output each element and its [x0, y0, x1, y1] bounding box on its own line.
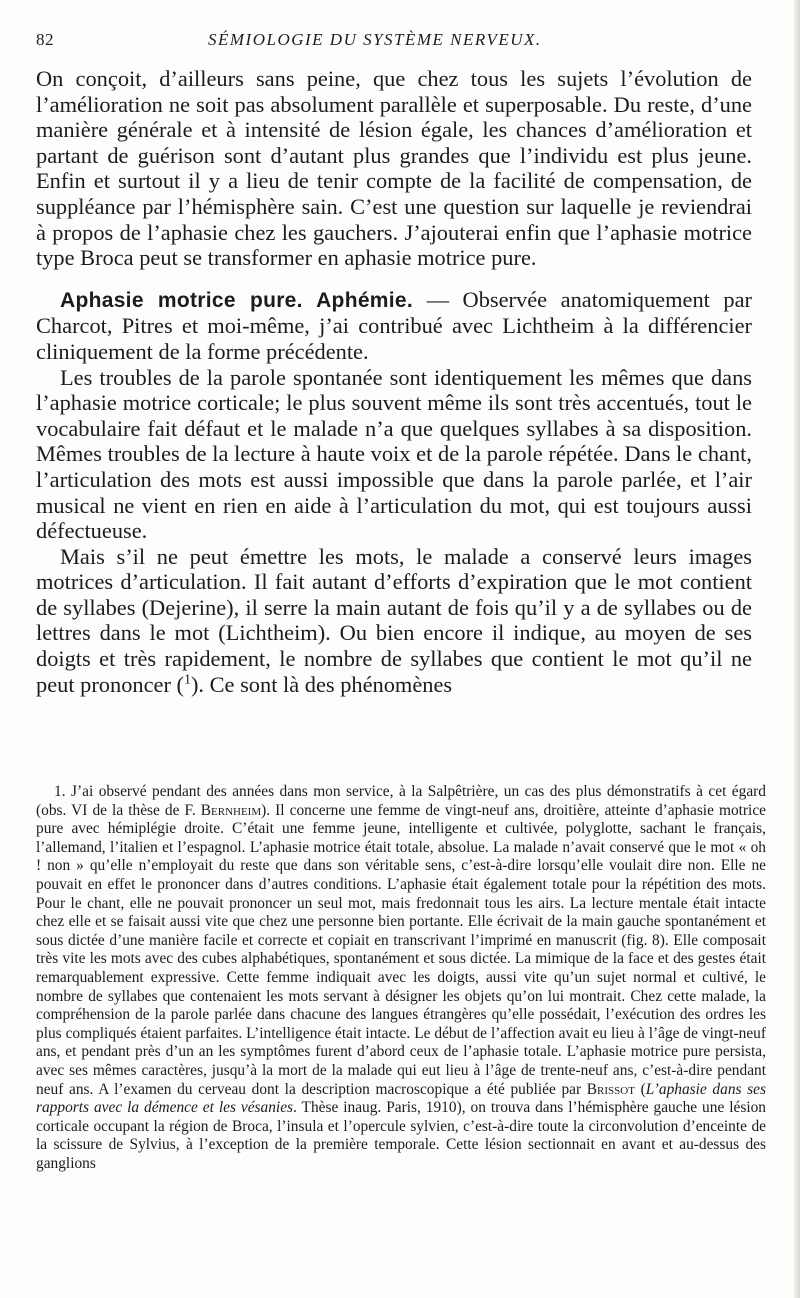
footnote-text-4: . Thèse inaug. Paris, 1910), on trouva dans l’hémisphère gauche une lésion corticale occupant la région de Broca, l’insula et l’opercule sylvien, c’est-à-dire toute la circonvolution d’enceinte de la scissure de Sylvius, à l’exception de la première temporale. Cette lésion sectionnait en avant et au-dessus des ganglions	[36, 1099, 766, 1172]
footnote-author-2: Brissot	[586, 1080, 635, 1098]
section-text: — Observée anatomiquement par Charcot, Pitres et moi-même, j’ai contribué avec Lichtheim à la différencier cliniquement de la forme précédente.	[36, 286, 753, 364]
paragraph-3: Les troubles de la parole spontanée sont identiquement les mêmes que dans l’aphasie motrice corticale; le plus souvent même ils sont très accentués, tout le vocabulaire fait défaut et le malade n’a que quelques syllabes à sa disposition. Mêmes troubles de la lecture à haute voix et de la parole répétée. Dans le chant, l’articulation des mots est aussi impossible que dans la parole parlée, et l’air musical ne vient en rien en aide à l’articulation du mot, qui est toujours aussi défectueuse.	[36, 364, 752, 544]
footnote-author: Bernheim	[200, 801, 262, 819]
footnote-thesis-title: L’aphasie dans ses rapports avec la démence et les vésanies	[36, 1080, 766, 1117]
main-text	[36, 66, 752, 697]
section-paragraph	[36, 287, 752, 365]
page-number: 82	[36, 30, 54, 49]
paragraph-4	[36, 544, 752, 698]
page-header	[36, 30, 756, 56]
paragraph-1: On conçoit, d’ailleurs sans peine, que chez tous les sujets l’évolution de l’amélioration ne soit pas absolument parallèle et superposable. Du reste, d’une manière générale et à intensité de lésion égale, les chances d’amélioration et partant de guérison sont d’autant plus grandes que l’individu est plus jeune. Enfin et surtout il y a lieu de tenir compte de la facilité de compensation, de suppléance par l’hémisphère sain. C’est une question sur laquelle je reviendrai à propos de l’aphasie chez les gauchers. J’ajouterai enfin que l’aphasie motrice type Broca peut se transformer en aphasie motrice pure.	[36, 66, 752, 271]
footnote	[36, 783, 766, 1173]
footnote-text-2: ). Il concerne une femme de vingt-neuf ans, droitière, atteinte d’aphasie motrice pure avec hémiplégie droite. C’était une femme jeune, intelligente et cultivée, polyglotte, sachant le français, l’allemand, l’italien et l’espagnol. L’aphasie motrice était totale, absolue. La malade n’avait conservé que le mot « oh ! non » qu’elle n’employait du reste que dans son véritable sens, c’est-à-dire lorsqu’elle voulait dire non. Elle ne pouvait en effet le prononcer dans d’autres conditions. L’aphasie était également totale pour la répétition des mots. Pour le chant, elle ne pouvait prononcer un seul mot, mais fredonnait tous les airs. La lecture mentale était intacte chez elle et se faisait aussi vite que chez une personne bien portante. Elle écrivait de la main gauche spontanément et sous dictée d’une manière facile et correcte et copiait en transcrivant l’imprimé en manuscrit (fig. 8). Elle composait très vite les mots avec des cubes alphabétiques, spontanément et sous dictée. La mimique de la face et des gestes était remarquablement expressive. Cette femme indiquait avec les doigts, aussi vite qu’un sujet normal et cultivé, le nombre de syllabes que contenaient les mots servant à désigner les objets qu’on lui montrait. Chez cette malade, la compréhension de la parole parlée dans chacune des langues étrangères qu’elle possédait, l’exécution des ordres les plus compliqués étaient parfaites. L’intelligence était intacte. Le début de l’affection avait eu lieu à l’âge de vingt-neuf ans, et pendant près d’un an les symptômes furent d’abord ceux de l’aphasie totale. L’aphasie motrice pure persista, avec ses mêmes caractères, jusqu’à la mort de la malade qui eut lieu à l’âge de trente-neuf ans, c’est-à-dire pendant neuf ans. A l’examen du cerveau dont la description macroscopique a été publiée par	[36, 801, 766, 1098]
paragraph-4-text: Mais s’il ne peut émettre les mots, le malade a conservé leurs images motrices d’articulation. Il fait autant d’efforts d’expiration que le mot contient de syllabes (Dejerine), il serre la main autant de fois qu’il y a de syllabes ou de lettres dans le mot (Lichtheim). Ou bien encore il indique, au moyen de ses doigts et très rapidement, le nombre de syllabes que contient le mot qu’il ne peut prononcer (	[36, 543, 752, 697]
footnote-text-1: 1. J’ai observé pendant des années dans mon service, à la Salpêtrière, un cas des plus démonstratifs à cet égard (obs. VI de la thèse de F.	[36, 783, 766, 819]
running-head: SÉMIOLOGIE DU SYSTÈME NERVEUX.	[208, 30, 542, 49]
paragraph-4-tail: ). Ce sont là des phénomènes	[190, 671, 453, 697]
footnote-text-3: (	[634, 1080, 646, 1098]
footnote-reference[interactable]: 1	[183, 672, 191, 688]
section-title: Aphasie motrice pure. Aphémie.	[60, 288, 414, 312]
